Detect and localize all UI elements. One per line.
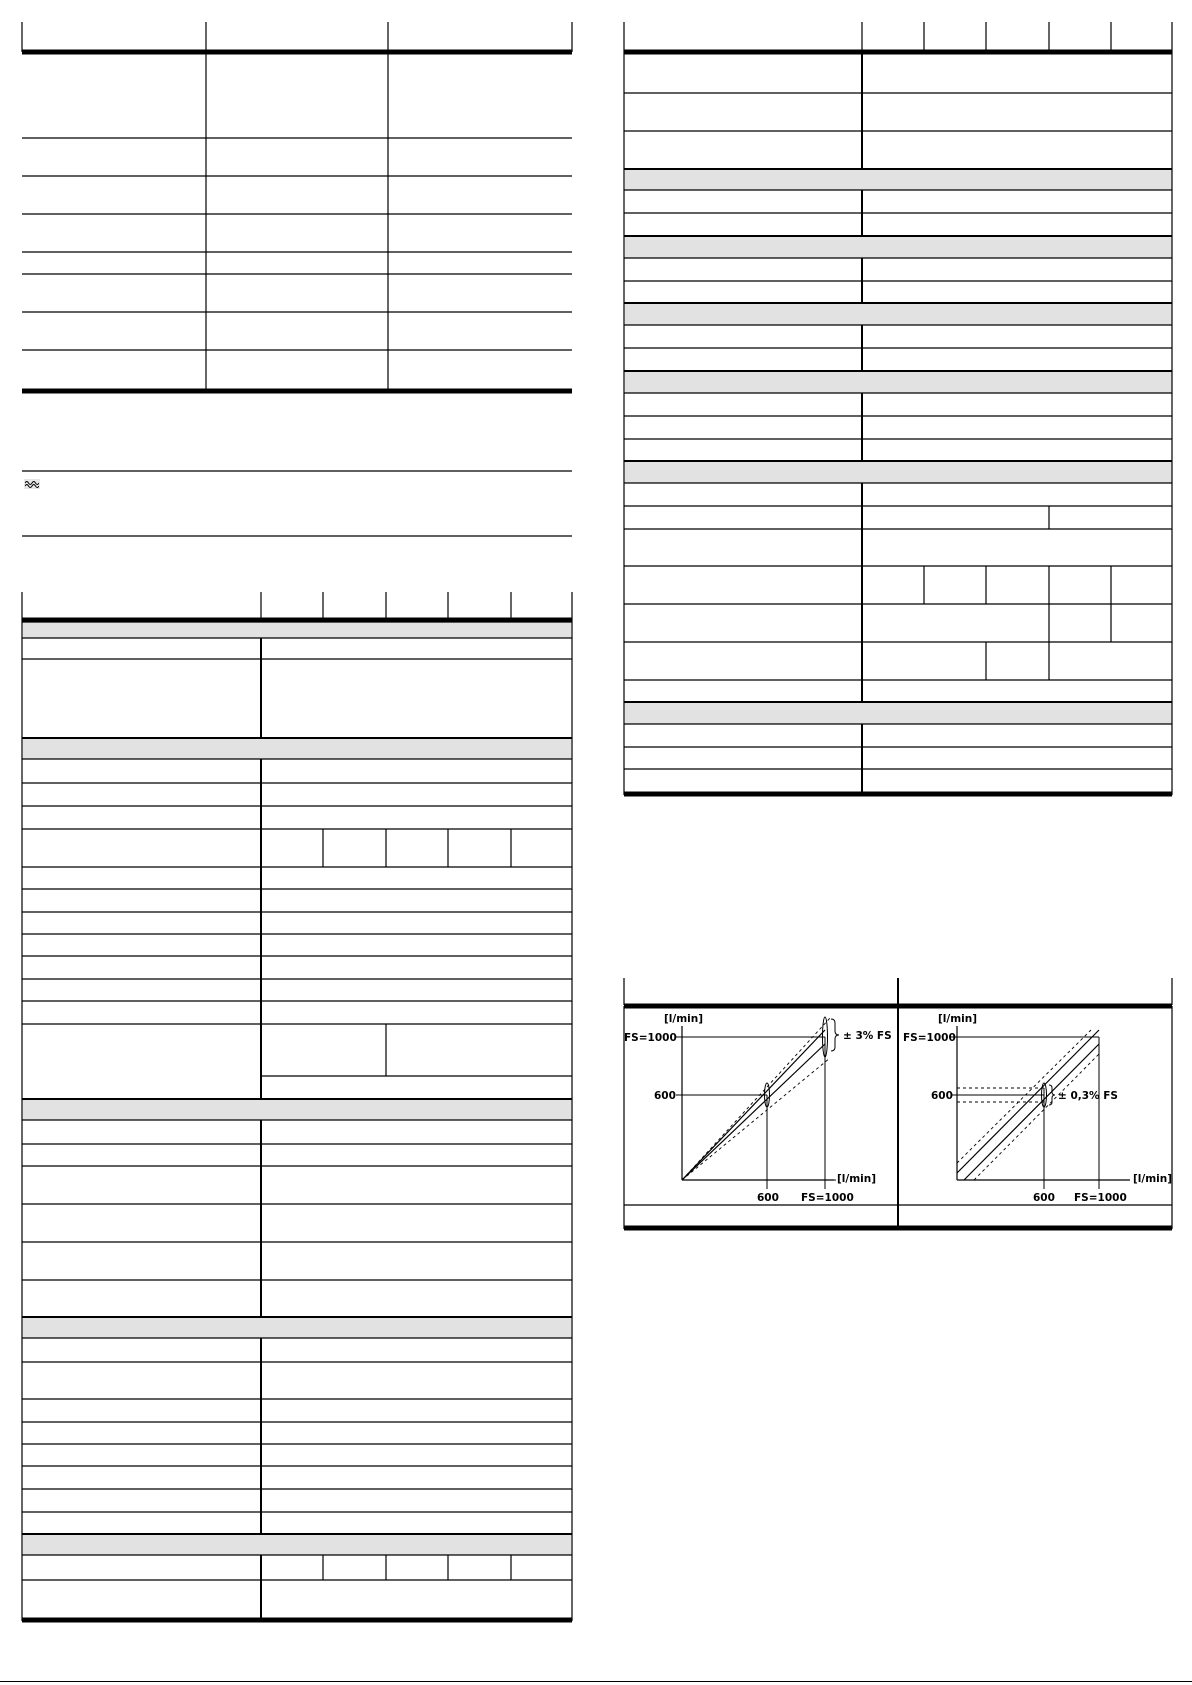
diagram-right-y-fs: FS=1000 [903,1032,956,1044]
diagram-accuracy-of-full-scale [900,1006,1174,1206]
table-left-specs [0,590,600,1635]
note-block-rules [0,460,600,540]
diagram-left-x-unit: [l/min] [837,1173,877,1185]
diagram-left-y-fs: FS=1000 [624,1032,677,1044]
diagram-left-x-fs: FS=1000 [801,1192,854,1204]
sheet-metal-wave-icon [24,479,40,489]
table-right-specs [600,0,1192,800]
diagram-left-y-unit: [l/min] [664,1013,704,1025]
diagram-left-x-mid: 600 [757,1192,779,1204]
diagram-right-x-unit: [l/min] [1133,1173,1173,1185]
diagram-right-x-mid: 600 [1033,1192,1055,1204]
diagram-right-y-unit: [l/min] [938,1013,978,1025]
diagram-accuracy-of-reading [624,1006,898,1206]
diagram-right-y-mid: 600 [931,1090,953,1102]
diagram-right-x-fs: FS=1000 [1074,1192,1127,1204]
page-footer-rule [0,1681,1192,1682]
diagram-left-y-mid: 600 [654,1090,676,1102]
diagram-left-tolerance: ± 3% FS [843,1030,892,1042]
diagram-right-tolerance: ± 0,3% FS [1058,1090,1118,1102]
table-top-left [0,0,600,400]
